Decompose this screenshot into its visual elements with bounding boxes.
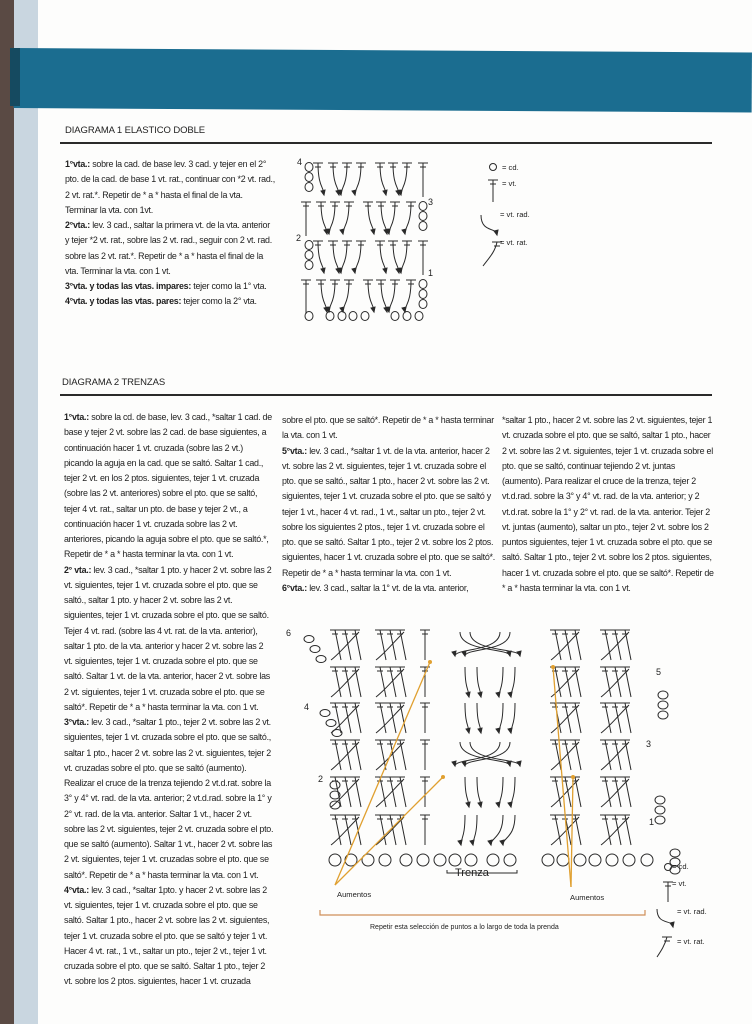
chain-stitch [504,854,516,866]
instruction-paragraph [282,444,497,581]
crossed-stitch [385,777,396,807]
crossed-stitch [610,630,621,660]
chain-stitch [419,280,427,289]
crossed-stitch-overlay [551,742,579,770]
crossed-stitch [610,667,621,697]
arrow-head [452,761,456,766]
chain-stitch [361,312,369,321]
crossed-stitch [350,703,361,733]
arrow-head [383,190,387,195]
row-label: 1°vta.: [65,159,90,169]
crossed-stitch [395,777,406,807]
crossed-stitch [385,630,396,660]
chain-stitch [623,854,635,866]
row-text: lev. 3 cad., *saltar 1 pto., tejer 2 vt. sobre las 2 vt. siguientes, tejer 1 vt. cruzada sobre el pto. que se saltó., saltar 1 pto., hacer 2 vt. sobre las 2 vt. siguientes, tejer 2 vt. cruzadas sobre el pto. que se saltó (aumento). Realizar el cruce de la trenza tejiendo 2 vt.d.rat. sobre la 3° y 4° vt. rad. de la vta. anterior; 2 vt.d.rad. sobre la 1° y 2° vt. rad. de la vta. anterior. Saltar 1 vt., hacer 2 vt. sobre las 2 vt. siguientes, tejer 2 vt. cruzada sobre el pto. que se saltó (aumento). Saltar 1 vt., hacer 2 vt. sobre las 2 vt. siguientes, tejer 1 vt. cruzadas sobre el pto. que se saltó*. Repetir de * a * hasta terminar la vta. con 1 vt. [64,717,274,880]
instruction-paragraph [282,581,497,596]
arrow-head [508,802,512,807]
chain-stitch [419,290,427,299]
row-label: 2°vta.: [65,220,90,230]
instruction-paragraph [502,413,714,596]
aumentos-arrow [335,777,443,885]
row-number: 1 [649,817,655,827]
crossed-stitch-overlay [376,779,404,807]
row-text: lev. 3 cad., *saltar 1pto. y hacer 2 vt. sobre las 2 vt. siguientes, tejer 1 vt. cruzada sobre el pto. que se saltó. Saltar 1 pto., hacer 2 vt. sobre las 2 vt. siguientes, tejer 1 vt. cruzada sobre el pto. que se saltó y tejer 1 vt. Hacer 4 vt. rat., 1 vt., saltar un pto., tejer 2 vt., tejer 1 vt. cruzada sobre el pto. que se saltó. Saltar 1 pto., tejer 2 vt. sobre los 2 ptos. siguientes, hacer 1 vt. cruzada [64,884,270,987]
arrow-head [402,307,406,312]
arrow-head [488,840,492,845]
arrow-head [452,651,456,656]
chain-stitch [305,261,313,270]
crossed-stitch [620,703,631,733]
section-title-diagrama-1: DIAGRAMA 1 ELASTICO DOBLE [65,125,206,136]
arrow-head [340,229,344,234]
crossed-stitch [340,740,351,770]
row-label: 6°vta.: [282,582,307,593]
chain-stitch [557,854,569,866]
chain-stitch [574,854,586,866]
crossed-stitch-overlay [601,669,629,697]
crossed-stitch-overlay [331,705,359,733]
crossed-stitch-overlay [331,779,359,807]
instruction-paragraph [282,413,497,444]
chain-stitch [305,173,313,182]
chain-stitch [658,711,668,719]
double-crochet-stitch [418,163,428,197]
chain-stitch [330,781,340,789]
double-crochet-stitch [418,241,428,275]
row-number: 5 [656,667,662,677]
aumentos-arrow [571,777,573,887]
double-crochet-stitch [420,740,430,770]
aumentos-label: Aumentos [337,890,372,899]
row-number: 2 [296,233,302,243]
crossed-stitch [610,777,621,807]
row-label: 2° vta.: [64,564,92,575]
chain-stitch [305,251,313,260]
cable-cross [460,632,510,656]
page-spine [0,0,14,1024]
arrow-head [508,728,512,733]
diagram2-instructions-col1 [64,410,274,990]
chain-stitch [487,854,499,866]
arrow-head [466,692,470,697]
row-number: 2 [318,774,324,784]
chain-stitch [330,801,340,809]
crossed-stitch-overlay [331,817,359,845]
crossed-stitch [570,740,581,770]
legend-vt-rad: = vt. rad. [500,210,530,219]
row-text: lev. 3 cad., saltar la primera vt. de la vta. anterior y tejer *2 vt. rat., sobre las 2 vt. rad., seguir con 2 vt. rad. sobre las 2 vt. rat.*. Repetir de * a * hasta el final de la vta. Terminar la vta. con 1 vt. [65,220,272,276]
instruction-paragraph [65,279,275,294]
arrow-head [321,190,325,195]
crossed-stitch [350,777,361,807]
arrow-head [517,651,521,656]
crossed-stitch-overlay [376,817,404,845]
crossed-stitch [385,703,396,733]
chain-stitch [329,854,341,866]
aumentos-label: Aumentos [570,893,605,902]
crossed-stitch [620,740,631,770]
arrow-head [383,268,387,273]
chain-stitch [391,312,399,321]
legend-vt: = vt. [502,179,517,188]
crossed-stitch-overlay [331,742,359,770]
trenza-label: Trenza [455,867,489,879]
row-label: 5°vta.: [282,445,307,456]
row-label: 3°vta.: [64,717,89,727]
chain-stitch [326,312,334,321]
instruction-paragraph [64,883,274,990]
legend-vt-rat: = vt. rat. [677,937,705,946]
chain-stitch [400,854,412,866]
chain-stitch [305,183,313,192]
arrow-head [371,307,375,312]
chain-stitch [449,854,461,866]
crossed-stitch [560,667,571,697]
crossed-stitch [340,777,351,807]
row-text: *saltar 1 pto., hacer 2 vt. sobre las 2 vt. siguientes, tejer 1 vt. cruzada sobre el pto. que se saltó, saltar 1 pto., hacer 2 vt. sobre las 2 vt. siguientes, tejer 1 vt. cruzada sobre el pto. que se saltó, continuar tejiendo 2 vt. juntas (aumento). Para realizar el cruce de la trenza, tejer 2 vt.d.rad. sobre la 3° y 4° vt. rad. de la vta. anterior; y 2 vt.d.rat. sobre la 1° y 2° vt. rad. de la vta. anterior. Tejer 2 vt. juntas (aumento), saltar un pto., tejer 2 vt. sobre los 2 puntos siguientes, tejer 1 vt. cruzada sobre el pto. que se saltó. Saltar 1 pto., tejer 2 vt. sobre los 2 ptos. siguientes, hacer 1 vt. cruzada sobre el pto. que se saltó*. Repetir de * a * hasta terminar la vta. con 1 vt. [502,415,714,593]
diagram1-chart [295,158,445,323]
chain-stitch [434,854,446,866]
chain-stitch [655,816,665,824]
crossed-stitch-overlay [601,632,629,660]
arrow-head [458,840,462,845]
crossed-stitch [395,667,406,697]
row-label: 4°vta. y todas las vtas. pares: [65,296,182,307]
diagram2-instructions-col2 [282,413,497,596]
row-text: lev. 3 cad., *saltar 1 pto. y hacer 2 vt. sobre las 2 vt. siguientes, tejer 1 vt. cruzada sobre el pto. que se saltó., saltar 1 pto. y hacer 2 vt. sobre las 2 vt. siguientes, tejer 1 vt. cruzada sobre el pto. que se saltó. Tejer 4 vt. rad. (sobre las 4 vt. rat. de la vta. anterior), saltar 1 pto. de la vta. anterior y hacer 2 vt. sobre las 2 vt. siguientes, tejer 1 vt. cruzada sobre el pto. que se saltó. Saltar 1 vt. de la vta. anterior, hacer 2 vt. sobre las 2 vt. siguientes, tejer 1 vt. cruzada sobre el pto. que se saltó*. Repetir de * a * hasta terminar la vta. con 1 vt. [64,564,272,712]
crossed-stitch [340,703,351,733]
row-text: lev. 3 cad., saltar la 1° vt. de la vta. anterior, [306,582,469,593]
crossed-stitch-overlay [601,817,629,845]
row-number: 1 [428,268,434,278]
row-label: 3°vta. y todas las vtas. impares: [65,281,192,291]
cable-stitch [503,815,515,845]
crossed-stitch [340,815,351,845]
double-crochet-stitch [301,280,311,314]
chain-stitch [379,854,391,866]
row-text: sobre la cd. de base, lev. 3 cad., *saltar 1 cad. de base y tejer 2 vt. sobre las 2 cad. de base siguientes, a continuación hacer 1 vt. cruzada (sobre las 2 vt.) picando la aguja en la cad. que se saltó. Saltar 1 cad., tejer 2 vt. en los 2 ptos. siguientes, tejer 1 vt. cruzada (sobre las 2 vt. anteriores) sobre el pto. que se saltó, tejer 4 vt. rat., saltar un pto. de base y tejer 2 vt., a continuación hacer 1 vt. cruzada sobre las 2 vt. anteriores, picando la aguja sobre el pto. que se saltó.*, Repetir de * a * hasta terminar la vta. con 1 vt. [64,412,272,560]
instruction-paragraph [64,563,274,716]
aumentos-arrow-head [571,775,575,779]
arrow-head [508,692,512,697]
arrow-head [352,190,356,195]
vt-rat-legend-icon [657,937,667,957]
chain-stitch [670,849,680,857]
section-title-diagrama-2: DIAGRAMA 2 TRENZAS [62,377,166,388]
crossed-stitch [620,667,631,697]
row-number: 4 [304,702,310,712]
chain-stitch [320,710,330,717]
crossed-stitch [560,630,571,660]
crossed-stitch [570,667,581,697]
aumentos-arrow-head [551,665,555,669]
arrow-head [496,802,500,807]
crossed-stitch [340,667,351,697]
crossed-stitch [610,815,621,845]
chain-stitch [305,163,313,172]
chain-stitch [316,656,326,663]
legend-vt-rat: = vt. rat. [500,238,528,247]
double-crochet-stitch [420,630,430,660]
crossed-stitch [570,703,581,733]
instruction-paragraph [65,157,275,218]
crossed-stitch [610,703,621,733]
header-band-tab [10,48,20,106]
header-band [14,48,752,113]
row-text: tejer como la 2° vta. [181,296,257,307]
chain-stitch [641,854,653,866]
chain-stitch [305,241,313,250]
arrow-head [462,651,466,656]
crossed-stitch [610,740,621,770]
chain-stitch [655,796,665,804]
chain-stitch [665,864,672,871]
legend-cd: = cd. [672,862,689,871]
double-crochet-stitch [301,202,311,236]
double-crochet-stitch [488,180,498,202]
row-text: sobre el pto. que se saltó*. Repetir de * a * hasta terminar la vta. con 1 vt. [282,415,494,441]
crossed-stitch-overlay [601,742,629,770]
arrow-head [478,692,482,697]
arrow-head [462,761,466,766]
chain-stitch [305,312,313,321]
chain-stitch [465,854,477,866]
crossed-stitch-overlay [376,632,404,660]
cable-cross [470,742,520,766]
legend-cd: = cd. [502,163,519,172]
arrow-head [496,728,500,733]
arrow-head [478,728,482,733]
arrow-head [466,802,470,807]
crossed-stitch-overlay [551,632,579,660]
arrow-head [517,761,521,766]
chain-stitch [658,691,668,699]
aumentos-arrow-head [428,660,432,664]
chain-stitch [403,312,411,321]
instruction-paragraph [65,294,275,309]
row-text: lev. 3 cad., *saltar 1 vt. de la vta. anterior, hacer 2 vt. sobre las 2 vt. siguientes, tejer 1 vt. cruzada sobre el pto. que se saltó., saltar 1 pto., hacer 2 vt. sobre las 2 vt. siguientes, tejer 1 vt. cruzada sobre el pto. que se saltó y tejer 1 vt., hacer 4 vt. rad., 1 vt., saltar un pto., tejer 2 vt. sobre los siguientes 2 ptos., tejer 1 vt. cruzada sobre el pto. que se saltó. Saltar 1 pto., tejer 2 vt. sobre los 2 ptos. siguientes, hacer 1 vt. cruzada sobre el pto. que se saltó*. Repetir de * a * hasta terminar la vta. con 1 vt. [282,445,495,578]
crossed-stitch-overlay [551,779,579,807]
arrow-head [494,230,498,235]
chain-stitch [310,646,320,653]
chain-stitch [304,636,314,643]
crossed-stitch [560,777,571,807]
crossed-stitch [395,740,406,770]
diagram2-instructions-col3 [502,413,714,596]
instruction-paragraph [65,218,275,279]
row-text: tejer como la 1° vta. [191,281,267,291]
chain-stitch [589,854,601,866]
chain-stitch [415,312,423,321]
chain-stitch [490,164,497,171]
chain-stitch [419,202,427,211]
crossed-stitch-overlay [601,705,629,733]
chain-stitch [326,720,336,727]
row-number: 3 [646,739,652,749]
row-label: 1°vta.: [64,412,89,422]
crossed-stitch [395,703,406,733]
double-crochet-stitch [420,703,430,733]
arrow-head [470,840,474,845]
crossed-stitch [620,630,631,660]
aumentos-arrow-head [441,775,445,779]
section-divider [60,394,712,396]
crossed-stitch [570,630,581,660]
chain-stitch [658,701,668,709]
arrow-head [500,840,504,845]
cable-cross [460,742,510,766]
row-number: 4 [297,157,303,167]
double-crochet-stitch [420,815,430,845]
crossed-stitch-overlay [601,779,629,807]
chain-stitch [542,854,554,866]
section-divider [60,142,712,144]
crossed-stitch-overlay [376,705,404,733]
crossed-stitch [385,667,396,697]
arrow-head [496,692,500,697]
aumentos-arrow [335,662,430,885]
crossed-stitch-overlay [331,632,359,660]
chain-stitch [338,312,346,321]
crossed-stitch [560,703,571,733]
row-number: 3 [428,197,434,207]
instruction-paragraph [64,410,274,563]
diagram1-instructions [65,157,275,310]
crossed-stitch [620,777,631,807]
repeat-bracket [320,910,645,915]
chain-stitch [655,806,665,814]
crossed-stitch [395,630,406,660]
row-number: 6 [286,628,292,638]
legend-vt: = vt. [672,879,687,888]
crossed-stitch-overlay [551,705,579,733]
crossed-stitch [570,777,581,807]
crossed-stitch [350,630,361,660]
chain-stitch [349,312,357,321]
page-edge [14,0,38,1024]
cable-cross [470,632,520,656]
crossed-stitch [350,667,361,697]
legend-vt-rad: = vt. rad. [677,907,707,916]
instruction-paragraph [64,715,274,883]
arrow-head [352,268,356,273]
arrow-head [371,229,375,234]
crossed-stitch-overlay [376,669,404,697]
repeat-note: Repetir esta selección de puntos a lo largo de toda la prenda [370,924,559,931]
arrow-head [466,728,470,733]
crossed-stitch-overlay [331,669,359,697]
chain-stitch [606,854,618,866]
arrow-head [670,922,674,927]
chain-stitch [419,300,427,309]
arrow-head [478,802,482,807]
crossed-stitch [620,815,631,845]
crossed-stitch [340,630,351,660]
row-text: sobre la cad. de base lev. 3 cad. y tejer en el 2° pto. de la cad. de base 1 vt. rat., continuar con *2 vt. rad., 2 vt. rat.*. Repetir de * a * hasta el final de la vta. Terminar la vta. con 1vt. [65,159,275,215]
chain-stitch [419,222,427,231]
arrow-head [402,229,406,234]
row-label: 4°vta.: [64,884,89,895]
chain-stitch [419,212,427,221]
crossed-stitch [350,740,361,770]
crossed-stitch [350,815,361,845]
chain-stitch [417,854,429,866]
arrow-head [321,268,325,273]
